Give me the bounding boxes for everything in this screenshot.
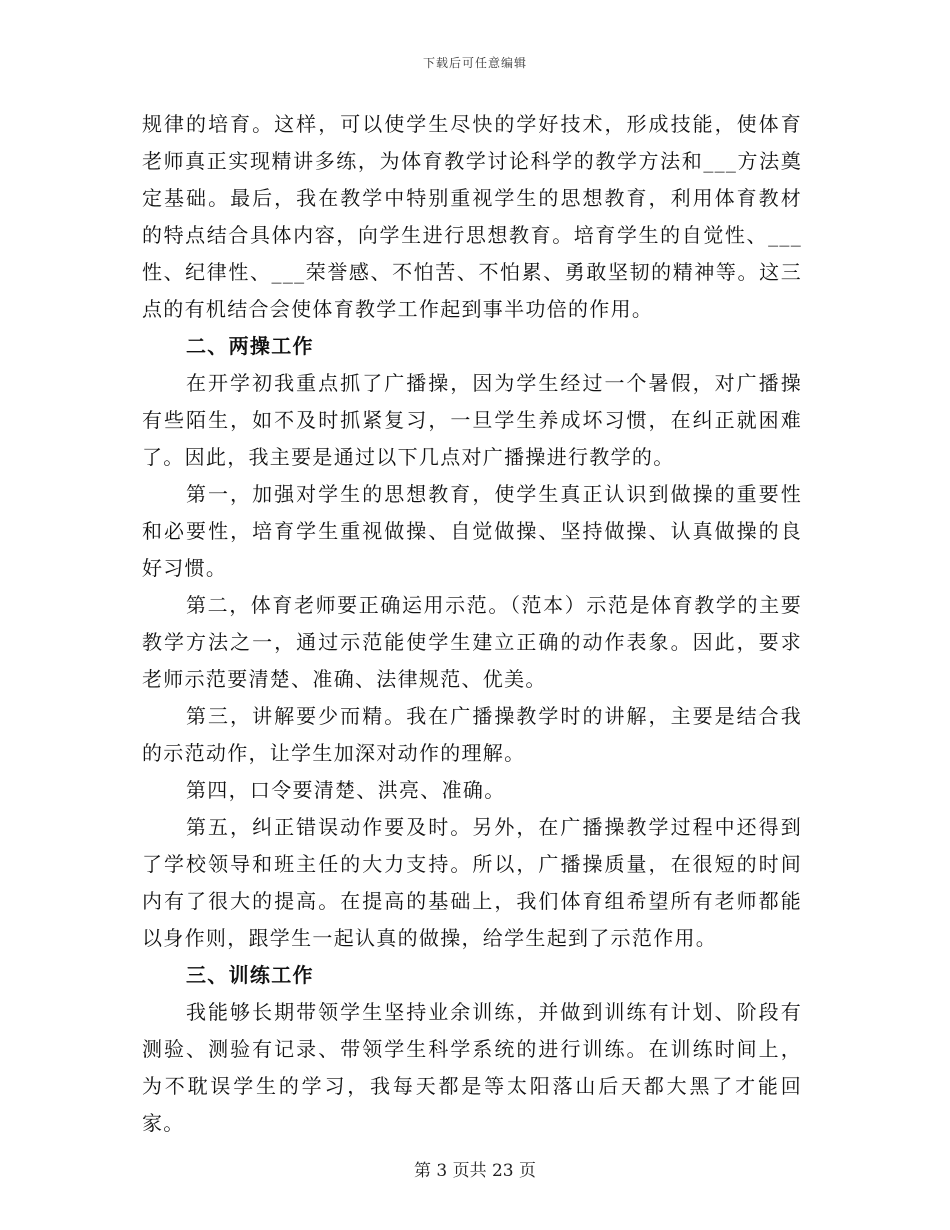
page-header: 下载后可任意编辑 bbox=[422, 56, 527, 70]
paragraph: 在开学初我重点抓了广播操，因为学生经过一个暑假，对广播操有些陌生，如不及时抓紧复习，一旦学生养成坏习惯，在纠正就困难了。因此，我主要是通过以下几点对广播操进行教学的。 bbox=[142, 371, 802, 469]
paragraph: 第三，讲解要少而精。我在广播操教学时的讲解，主要是结合我的示范动作，让学生加深对动作的理解。 bbox=[142, 704, 802, 765]
paragraph: 规律的培育。这样，可以使学生尽快的学好技术，形成技能，使体育老师真正实现精讲多练，为体育教学讨论科学的教学方法和___方法奠定基础。最后，我在教学中特别重视学生的思想教育，利用体育教材的特点结合具体内容，向学生进行思想教育。培育学生的自觉性、___性、纪律性、___荣誉感、不怕苦、不怕累、勇敢坚韧的精神等。这三点的有机结合会使体育教学工作起到事半功倍的作用。 bbox=[142, 112, 802, 321]
paragraph: 第二，体育老师要正确运用示范。（范本）示范是体育教学的主要教学方法之一，通过示范能使学生建立正确的动作表象。因此，要求老师示范要清楚、准确、法律规范、优美。 bbox=[142, 593, 802, 691]
paragraph: 第五，纠正错误动作要及时。另外，在广播操教学过程中还得到了学校领导和班主任的大力支持。所以，广播操质量，在很短的时间内有了很大的提高。在提高的基础上，我们体育组希望所有老师都能以身作则，跟学生一起认真的做操，给学生起到了示范作用。 bbox=[142, 815, 802, 950]
section-heading: 二、两操工作 bbox=[186, 334, 314, 358]
document-body bbox=[142, 106, 802, 1142]
paragraph: 我能够长期带领学生坚持业余训练，并做到训练有计划、阶段有测验、测验有记录、带领学生科学系统的进行训练。在训练时间上，为不耽误学生的学习，我每天都是等太阳落山后天都大黑了才能回家。 bbox=[142, 1000, 802, 1135]
page-number: 第 3 页共 23 页 bbox=[413, 1161, 537, 1181]
paragraph: 第四，口令要清楚、洪亮、准确。 bbox=[186, 778, 506, 802]
section-heading: 三、训练工作 bbox=[186, 963, 314, 987]
paragraph: 第一，加强对学生的思想教育，使学生真正认识到做操的重要性和必要性，培育学生重视做操、自觉做操、坚持做操、认真做操的良好习惯。 bbox=[142, 482, 802, 580]
